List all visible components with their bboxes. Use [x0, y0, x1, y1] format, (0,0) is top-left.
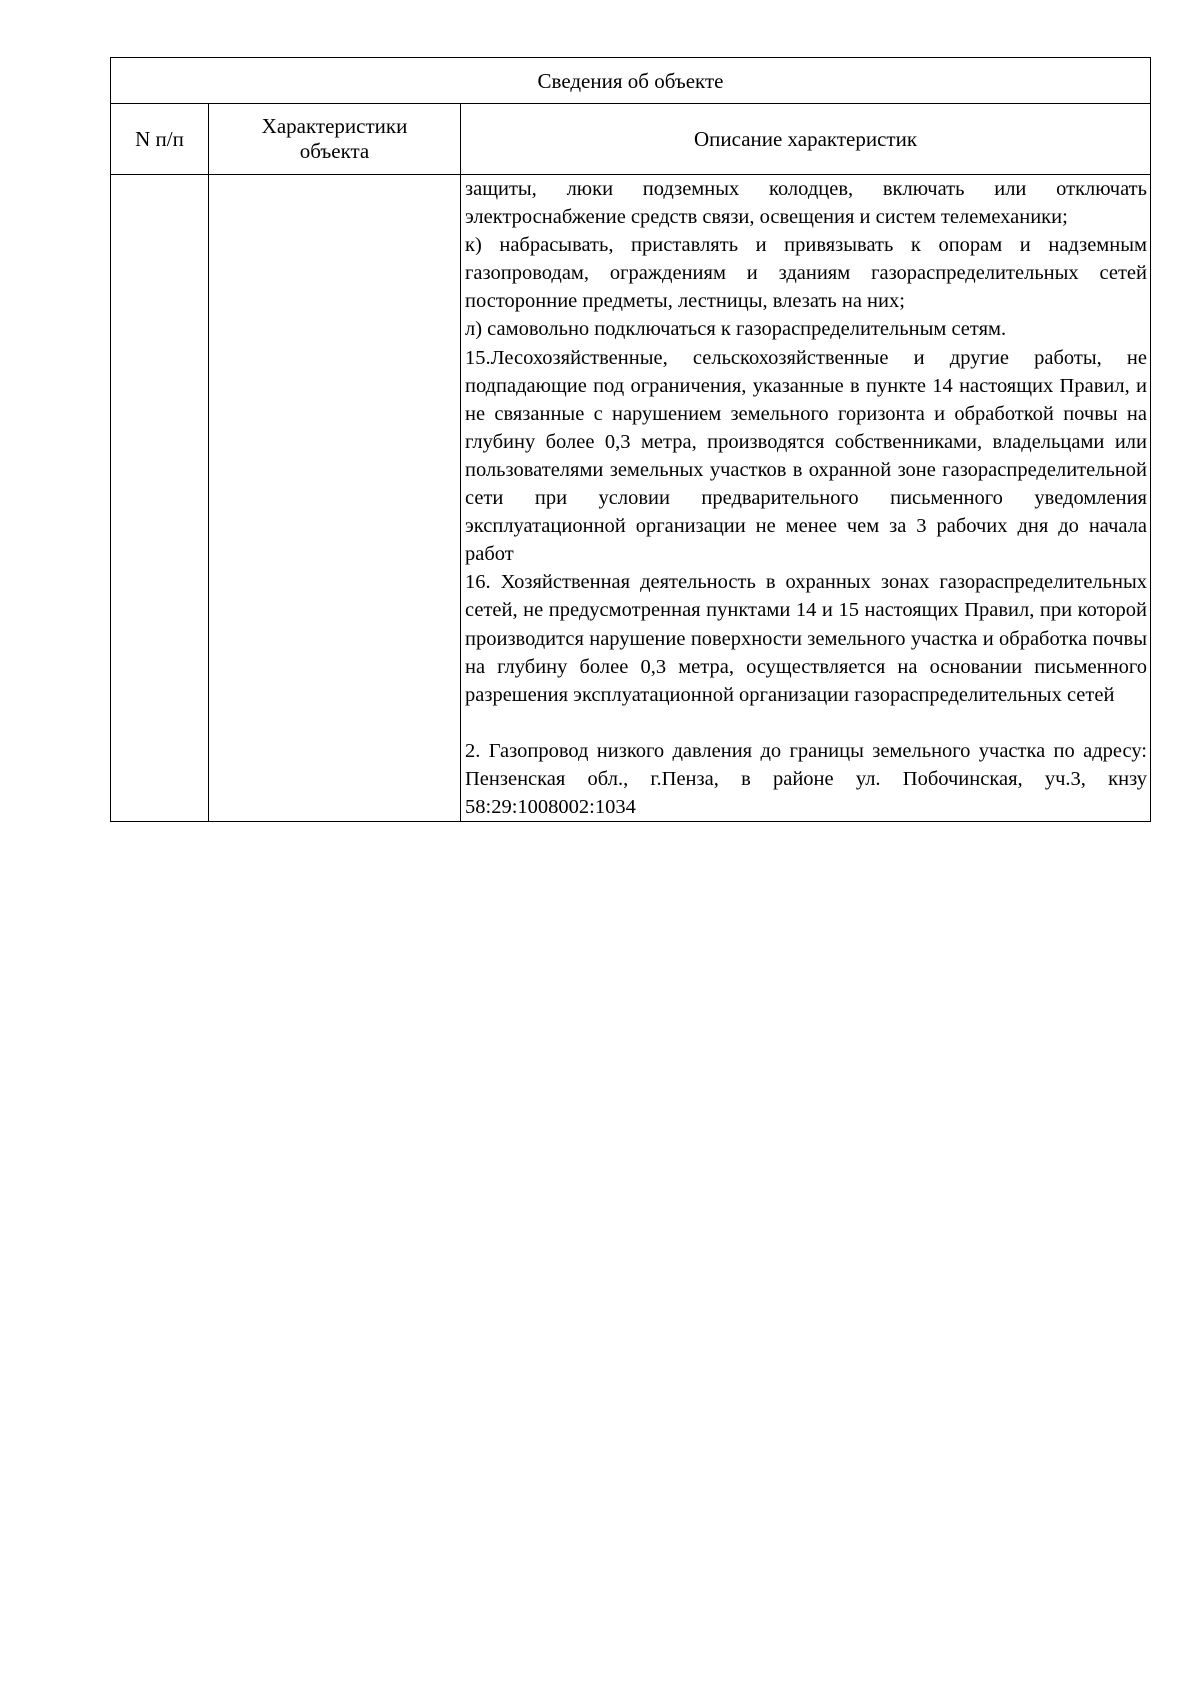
description-paragraph: 2. Газопровод низкого давления до границы земельного участка по адресу: Пензенская обл., г.Пенза, в районе ул. Побочинская, уч.3, кнзу 58:29:1008002:1034 [465, 739, 1147, 818]
cell-characteristics [209, 175, 461, 822]
description-paragraph: л) самовольно подключаться к газораспределительным сетям. [465, 318, 1007, 341]
object-info-sheet [110, 57, 1150, 822]
description-paragraph: защиты, люки подземных колодцев, включать или отключать электроснабжение средств связи, освещения и систем телемеханики; [465, 178, 1147, 229]
table-title-row [111, 58, 1151, 104]
header-num: N п/п [111, 104, 209, 175]
table-header-row [111, 104, 1151, 175]
cell-num [111, 175, 209, 822]
paragraph-spacer [465, 709, 1147, 737]
table-title: Сведения об объекте [111, 58, 1151, 104]
description-paragraph: 16. Хозяйственная деятельность в охранных зонах газораспределительных сетей, не предусмотренная пунктами 14 и 15 настоящих Правил, при которой производится нарушение поверхности земельного участка и обработка почвы на глубину более 0,3 метра, осуществляется на основании письменного разрешения эксплуатационной организации газораспределительных сетей [465, 571, 1147, 706]
table-row [111, 175, 1151, 822]
header-characteristics-line1: Характеристики [261, 114, 408, 138]
header-description: Описание характеристик [461, 104, 1151, 175]
cell-description [461, 175, 1151, 822]
header-characteristics [209, 104, 461, 175]
description-paragraph: к) набрасывать, приставлять и привязывать к опорам и надземным газопроводам, ограждениям и зданиям газораспределительных сетей посторонние предметы, лестницы, влезать на них; [465, 234, 1147, 313]
header-characteristics-line2: объекта [299, 139, 370, 163]
object-info-table [110, 57, 1151, 822]
description-paragraph: 15.Лесохозяйственные, сельскохозяйственные и другие работы, не подпадающие под ограничения, указанные в пункте 14 настоящих Правил, и не связанные с нарушением земельного горизонта и обработкой почвы на глубину более 0,3 метра, производятся собственниками, владельцами или пользователями земельных участков в охранной зоне газораспределительной сети при условии предварительного письменного уведомления эксплуатационной организации не менее чем за 3 рабочих дня до начала работ [465, 346, 1147, 566]
